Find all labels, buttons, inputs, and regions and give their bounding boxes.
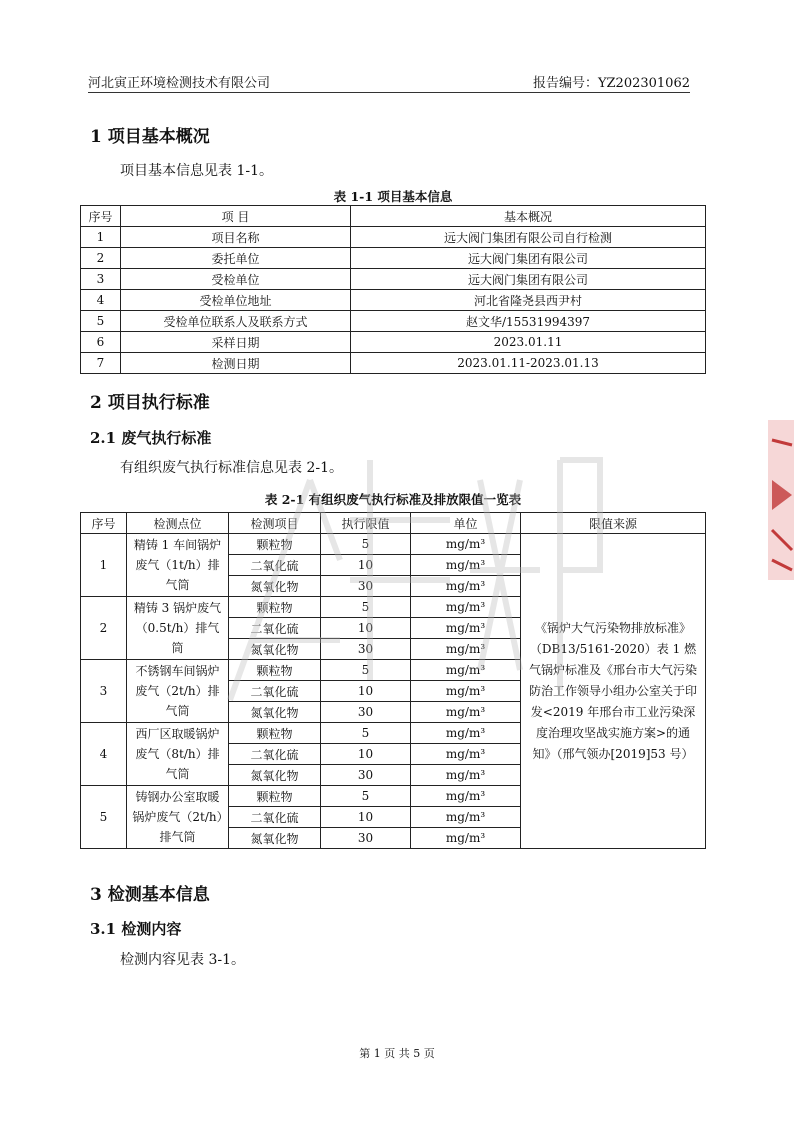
table-cell-no: 3	[81, 269, 121, 290]
table-cell-limit: 30	[321, 765, 411, 786]
table-cell-item: 氮氧化物	[229, 765, 321, 786]
section-1-intro: 项目基本信息见表 1-1。	[120, 163, 273, 179]
header-cell: 限值来源	[521, 513, 706, 534]
table-cell-unit: mg/m³	[411, 702, 521, 723]
table-cell-item: 受检单位	[121, 269, 351, 290]
table-cell-unit: mg/m³	[411, 807, 521, 828]
header-cell: 基本概况	[351, 206, 706, 227]
table-cell-item: 颗粒物	[229, 660, 321, 681]
table-cell-unit: mg/m³	[411, 744, 521, 765]
table-cell-item: 二氧化硫	[229, 681, 321, 702]
page-header	[88, 70, 690, 93]
table-cell-unit: mg/m³	[411, 576, 521, 597]
table-header-row	[81, 206, 706, 227]
table-cell-item: 检测日期	[121, 353, 351, 374]
table-row	[81, 332, 706, 353]
table-row	[81, 269, 706, 290]
table-row	[81, 311, 706, 332]
table-cell-limit: 10	[321, 681, 411, 702]
table-cell-value: 2023.01.11-2023.01.13	[351, 353, 706, 374]
section-2-1-title: 2.1 废气执行标准	[90, 429, 212, 447]
table-cell-unit: mg/m³	[411, 681, 521, 702]
table-cell-value: 远大阀门集团有限公司自行检测	[351, 227, 706, 248]
table-cell-unit: mg/m³	[411, 555, 521, 576]
header-cell: 单位	[411, 513, 521, 534]
section-3-title: 3 检测基本信息	[90, 885, 210, 905]
section-3-1-intro: 检测内容见表 3-1。	[120, 952, 245, 968]
table-cell-value: 河北省隆尧县西尹村	[351, 290, 706, 311]
section-3-1-title: 3.1 检测内容	[90, 920, 182, 938]
table-cell-no: 6	[81, 332, 121, 353]
table-cell-item: 二氧化硫	[229, 744, 321, 765]
header-cell: 检测点位	[127, 513, 229, 534]
header-cell: 检测项目	[229, 513, 321, 534]
table-cell-item: 颗粒物	[229, 534, 321, 555]
table-cell-item: 受检单位联系人及联系方式	[121, 311, 351, 332]
table-cell-unit: mg/m³	[411, 597, 521, 618]
table-cell-limit: 30	[321, 828, 411, 849]
table-row	[81, 248, 706, 269]
table-cell-limit: 10	[321, 807, 411, 828]
table-cell-value: 赵文华/15531994397	[351, 311, 706, 332]
table-cell-point: 精铸 3 锅炉废气（0.5t/h）排气筒	[127, 597, 229, 660]
table-cell-point: 不锈钢车间锅炉废气（2t/h）排气筒	[127, 660, 229, 723]
table-1-caption: 表 1-1 项目基本信息	[333, 189, 453, 204]
table-cell-no: 4	[81, 723, 127, 786]
seal-icon	[764, 420, 794, 580]
table-cell-point: 西厂区取暖锅炉废气（8t/h）排气筒	[127, 723, 229, 786]
table-row	[81, 534, 706, 555]
project-info-table	[80, 205, 706, 374]
table-cell-no: 5	[81, 786, 127, 849]
table-cell-item: 颗粒物	[229, 597, 321, 618]
table-cell-item: 颗粒物	[229, 723, 321, 744]
table-cell-limit: 5	[321, 597, 411, 618]
table-cell-limit: 10	[321, 555, 411, 576]
page-footer: 第 1 页 共 5 页	[359, 1047, 435, 1060]
table-cell-no: 1	[81, 534, 127, 597]
table-cell-item: 氮氧化物	[229, 828, 321, 849]
header-cell: 序号	[81, 513, 127, 534]
table-cell-item: 二氧化硫	[229, 618, 321, 639]
table-cell-item: 二氧化硫	[229, 555, 321, 576]
table-cell-no: 2	[81, 248, 121, 269]
table-cell-value: 2023.01.11	[351, 332, 706, 353]
table-cell-unit: mg/m³	[411, 534, 521, 555]
table-cell-unit: mg/m³	[411, 660, 521, 681]
table-cell-unit: mg/m³	[411, 765, 521, 786]
table-cell-no: 2	[81, 597, 127, 660]
header-cell: 执行限值	[321, 513, 411, 534]
table-cell-no: 7	[81, 353, 121, 374]
section-1-title: 1 项目基本概况	[90, 127, 210, 147]
table-cell-no: 4	[81, 290, 121, 311]
table-cell-unit: mg/m³	[411, 723, 521, 744]
table-cell-limit: 5	[321, 723, 411, 744]
table-cell-no: 1	[81, 227, 121, 248]
table-header-row	[81, 513, 706, 534]
table-cell-limit: 5	[321, 534, 411, 555]
table-cell-unit: mg/m³	[411, 618, 521, 639]
table-cell-source: 《锅炉大气污染物排放标准》（DB13/5161-2020）表 1 燃气锅炉标准及《邢台市大气污染防治工作领导小组办公室关于印发<2019 年邢台市工业污染深度治理攻坚战实施方案>的通知》（邢气领办[2019]53 号）	[521, 534, 706, 849]
report-number: 报告编号：YZ202301062	[532, 76, 690, 91]
table-cell-limit: 30	[321, 576, 411, 597]
table-cell-item: 采样日期	[121, 332, 351, 353]
table-cell-item: 委托单位	[121, 248, 351, 269]
table-cell-point: 铸钢办公室取暖锅炉废气（2t/h）排气筒	[127, 786, 229, 849]
table-cell-item: 氮氧化物	[229, 576, 321, 597]
table-2-caption: 表 2-1 有组织废气执行标准及排放限值一览表	[264, 492, 522, 507]
table-cell-item: 二氧化硫	[229, 807, 321, 828]
table-cell-no: 5	[81, 311, 121, 332]
table-cell-item: 项目名称	[121, 227, 351, 248]
table-cell-unit: mg/m³	[411, 828, 521, 849]
emission-standard-table	[80, 512, 706, 849]
table-cell-value: 远大阀门集团有限公司	[351, 248, 706, 269]
section-2-title: 2 项目执行标准	[90, 393, 210, 413]
table-cell-limit: 30	[321, 639, 411, 660]
company-name: 河北寅正环境检测技术有限公司	[88, 76, 271, 91]
table-cell-item: 受检单位地址	[121, 290, 351, 311]
table-row	[81, 353, 706, 374]
table-cell-item: 氮氧化物	[229, 639, 321, 660]
table-cell-unit: mg/m³	[411, 639, 521, 660]
table-cell-item: 氮氧化物	[229, 702, 321, 723]
table-cell-limit: 10	[321, 618, 411, 639]
table-cell-point: 精铸 1 车间锅炉废气（1t/h）排气筒	[127, 534, 229, 597]
section-2-1-intro: 有组织废气执行标准信息见表 2-1。	[120, 460, 343, 476]
table-cell-limit: 10	[321, 744, 411, 765]
table-cell-value: 远大阀门集团有限公司	[351, 269, 706, 290]
header-cell: 项 目	[121, 206, 351, 227]
table-cell-unit: mg/m³	[411, 786, 521, 807]
header-cell: 序号	[81, 206, 121, 227]
table-cell-limit: 5	[321, 786, 411, 807]
table-cell-limit: 30	[321, 702, 411, 723]
table-row	[81, 227, 706, 248]
table-row	[81, 290, 706, 311]
table-cell-no: 3	[81, 660, 127, 723]
table-cell-item: 颗粒物	[229, 786, 321, 807]
table-cell-limit: 5	[321, 660, 411, 681]
